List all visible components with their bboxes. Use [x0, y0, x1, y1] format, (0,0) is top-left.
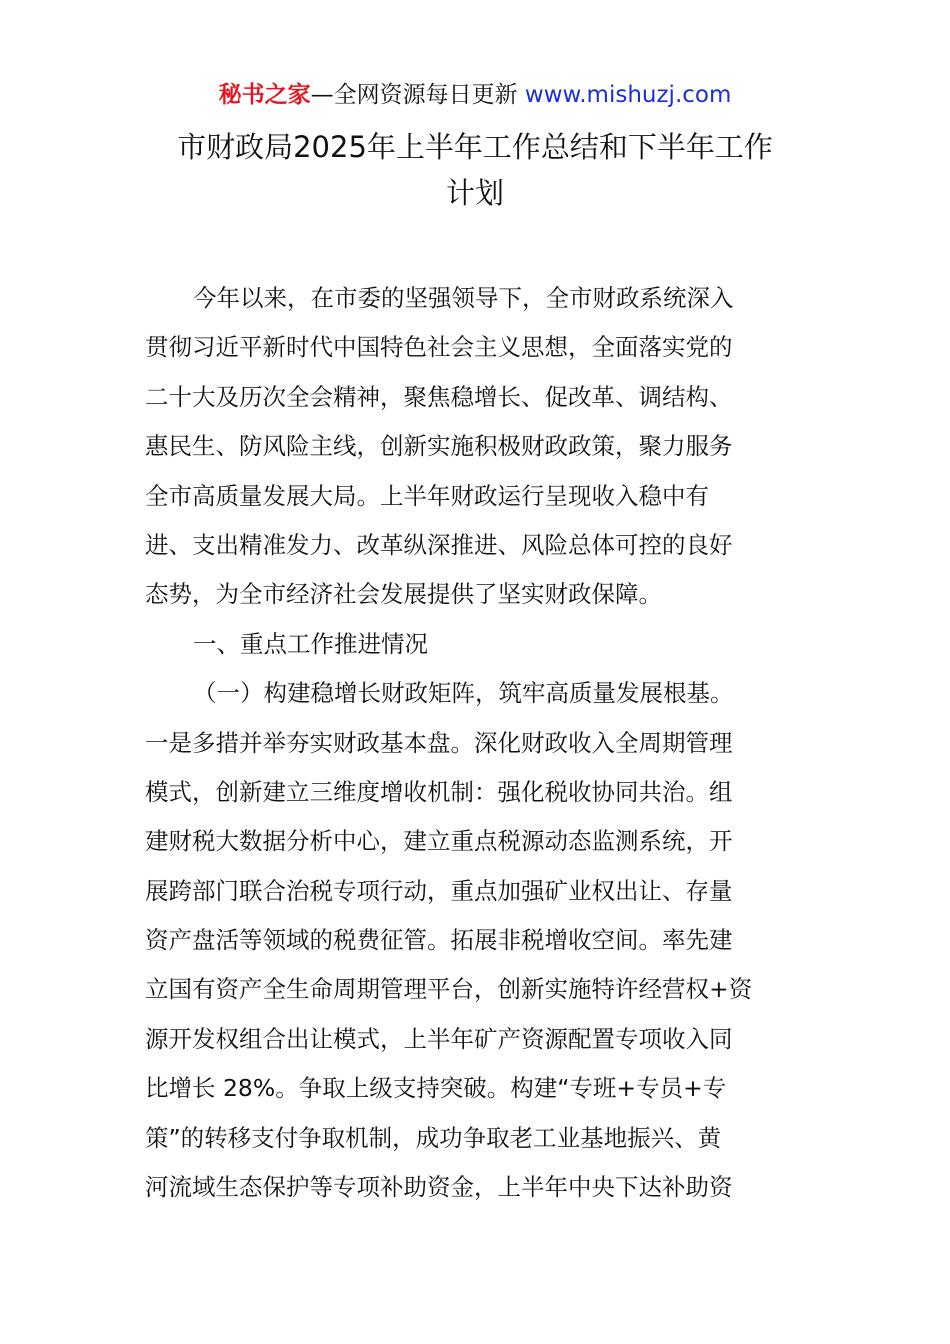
- paragraph-line: 比增长 28%。争取上级支持突破。构建“专班+专员+专: [145, 1074, 727, 1103]
- site-url[interactable]: www.mishuzj.com: [524, 82, 732, 108]
- site-header: [0, 78, 950, 112]
- paragraph-line: 态势，为全市经济社会发展提供了坚实财政保障。: [145, 580, 662, 609]
- paragraph-line: 模式，创新建立三维度增收机制：强化税收协同共治。组: [145, 777, 733, 806]
- paragraph-line: 全市高质量发展大局。上半年财政运行呈现收入稳中有: [145, 481, 709, 510]
- paragraph-line: 今年以来，在市委的坚强领导下，全市财政系统深入: [193, 284, 734, 312]
- paragraph-line: 展跨部门联合治税专项行动，重点加强矿业权出让、存量: [145, 876, 733, 905]
- paragraph-line: 一是多措并举夯实财政基本盘。深化财政收入全周期管理: [145, 728, 733, 757]
- section-heading: 一、重点工作推进情况: [193, 629, 428, 658]
- title-line-2: 计划: [445, 176, 504, 210]
- document-title: [130, 124, 820, 216]
- paragraph-line: 源开发权组合出让模式，上半年矿产资源配置专项收入同: [145, 1024, 733, 1053]
- brand-name: 秘书之家: [218, 82, 311, 108]
- title-line-1: 市财政局2025年上半年工作总结和下半年工作: [177, 130, 773, 164]
- paragraph-line: 河流域生态保护等专项补助资金，上半年中央下达补助资: [145, 1173, 733, 1202]
- paragraph-line: 贯彻习近平新时代中国特色社会主义思想，全面落实党的: [145, 333, 733, 362]
- document-body: [145, 274, 810, 1212]
- paragraph-line: 资产盘活等领域的税费征管。拓展非税增收空间。率先建: [145, 926, 733, 955]
- paragraph-line: 惠民生、防风险主线，创新实施积极财政政策，聚力服务: [145, 432, 733, 461]
- subsection-heading: （一）构建稳增长财政矩阵，筑牢高质量发展根基。: [193, 679, 734, 708]
- paragraph-line: 立国有资产全生命周期管理平台，创新实施特许经营权+资: [145, 975, 753, 1004]
- paragraph-line: 策”的转移支付争取机制，成功争取老工业基地振兴、黄: [145, 1123, 722, 1152]
- paragraph-line: 进、支出精准发力、改革纵深推进、风险总体可控的良好: [145, 530, 733, 559]
- paragraph-line: 建财税大数据分析中心，建立重点税源动态监测系统，开: [145, 827, 733, 856]
- header-tagline: —全网资源每日更新: [310, 82, 518, 108]
- paragraph-line: 二十大及历次全会精神，聚焦稳增长、促改革、调结构、: [145, 382, 733, 411]
